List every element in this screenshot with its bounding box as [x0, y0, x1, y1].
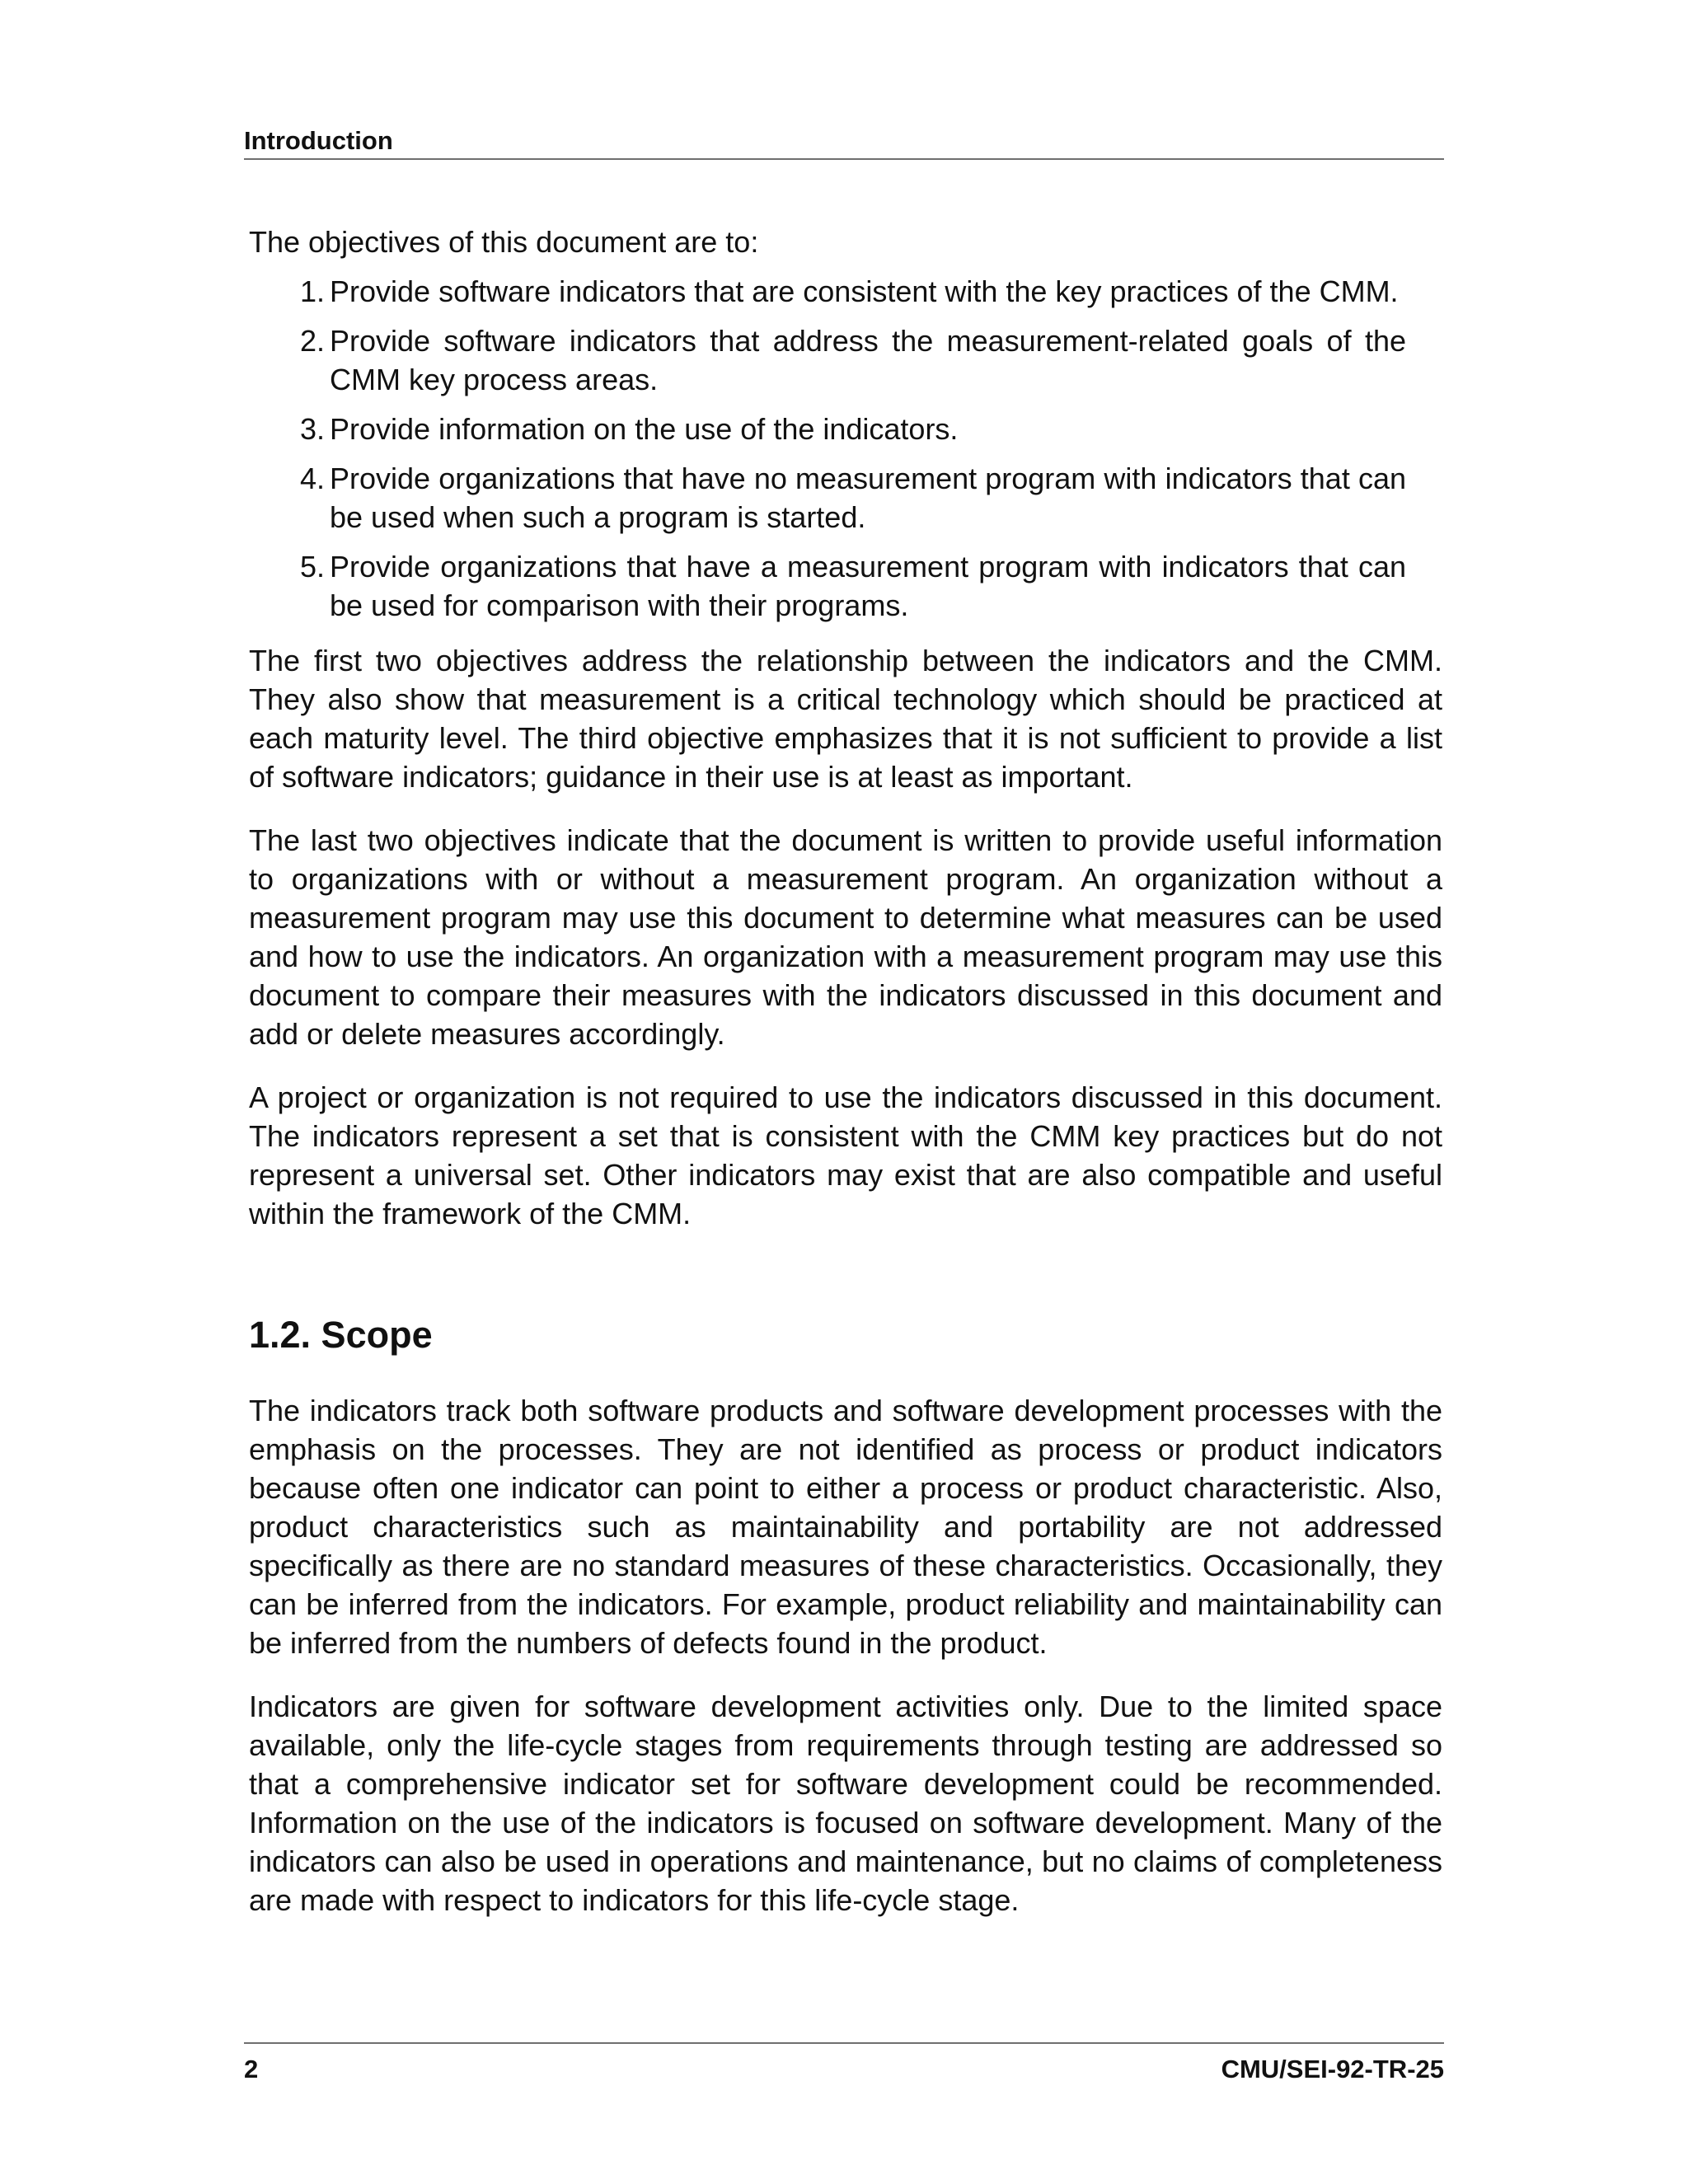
- objective-item: [249, 321, 1406, 399]
- objective-item: [249, 410, 1406, 448]
- body-paragraph: The first two objectives address the relationship between the indicators and the CMM. They also show that measurement is a critical technology which should be practiced at each maturity level. The third objective emphasizes that it is not sufficient to provide a list of software indicators; guidance in their use is at least as important.: [249, 644, 1442, 794]
- body-text: [249, 223, 1442, 1919]
- objective-item: [249, 547, 1406, 625]
- objective-number: 1.: [299, 274, 325, 308]
- scope-paragraph: Indicators are given for software development activities only. Due to the limited space available, only the life-cycle stages from requirements through testing are addressed so that a comprehensive indicator set for software development could be recommended. Information on the use of the indicators is focused on software development. Many of the indicators can also be used in operations and maintenance, but no claims of completeness are made with respect to indicators for this life-cycle stage.: [249, 1690, 1442, 1917]
- report-id: CMU/SEI-92-TR-25: [1221, 2055, 1444, 2083]
- objective-number: 3.: [299, 412, 325, 446]
- objective-text: Provide software indicators that are consistent with the key practices of the CMM.: [330, 274, 1399, 308]
- body-paragraph: The last two objectives indicate that the document is written to provide useful information to organizations with or without a measurement program. An organization without a measurement program may use this document to determine what measures can be used and how to use the indicators. An organization with a measurement program may use this document to compare their measures with the indicators discussed in this document and add or delete measures accordingly.: [249, 823, 1442, 1051]
- section-heading-scope: 1.2. Scope: [249, 1314, 433, 1356]
- objective-item: [249, 272, 1406, 311]
- page-number: 2: [244, 2055, 259, 2083]
- objective-number: 2.: [299, 324, 325, 358]
- header-title: Introduction: [244, 126, 393, 155]
- objective-text: Provide organizations that have no measurement program with indicators that can be used when such a program is started.: [330, 462, 1406, 534]
- objective-item: [249, 459, 1406, 537]
- objectives-intro: The objectives of this document are to:: [249, 225, 759, 259]
- objective-number: 4.: [299, 462, 325, 495]
- objective-text: Provide software indicators that address the measurement-related goals of the CMM key process areas.: [330, 324, 1406, 396]
- body-paragraph: A project or organization is not required to use the indicators discussed in this document. The indicators represent a set that is consistent with the CMM key practices but do not represent a universal set. Other indicators may exist that are also compatible and useful within the framework of the CMM.: [249, 1080, 1442, 1230]
- scope-paragraph: The indicators track both software products and software development processes with the emphasis on the processes. They are not identified as process or product indicators because often one indicator can point to either a process or product characteristic. Also, product characteristics such as maintainability and portability are not addressed specifically as there are no standard measures of these characteristics. Occasionally, they can be inferred from the indicators. For example, product reliability and maintainability can be inferred from the numbers of defects found in the product.: [249, 1394, 1442, 1660]
- objective-text: Provide information on the use of the indicators.: [330, 412, 959, 446]
- running-footer: [244, 2042, 1444, 2087]
- objective-number: 5.: [299, 550, 325, 583]
- objectives-list: [249, 272, 1406, 625]
- running-header: [244, 124, 1444, 160]
- objective-text: Provide organizations that have a measurement program with indicators that can be used for comparison with their programs.: [330, 550, 1406, 622]
